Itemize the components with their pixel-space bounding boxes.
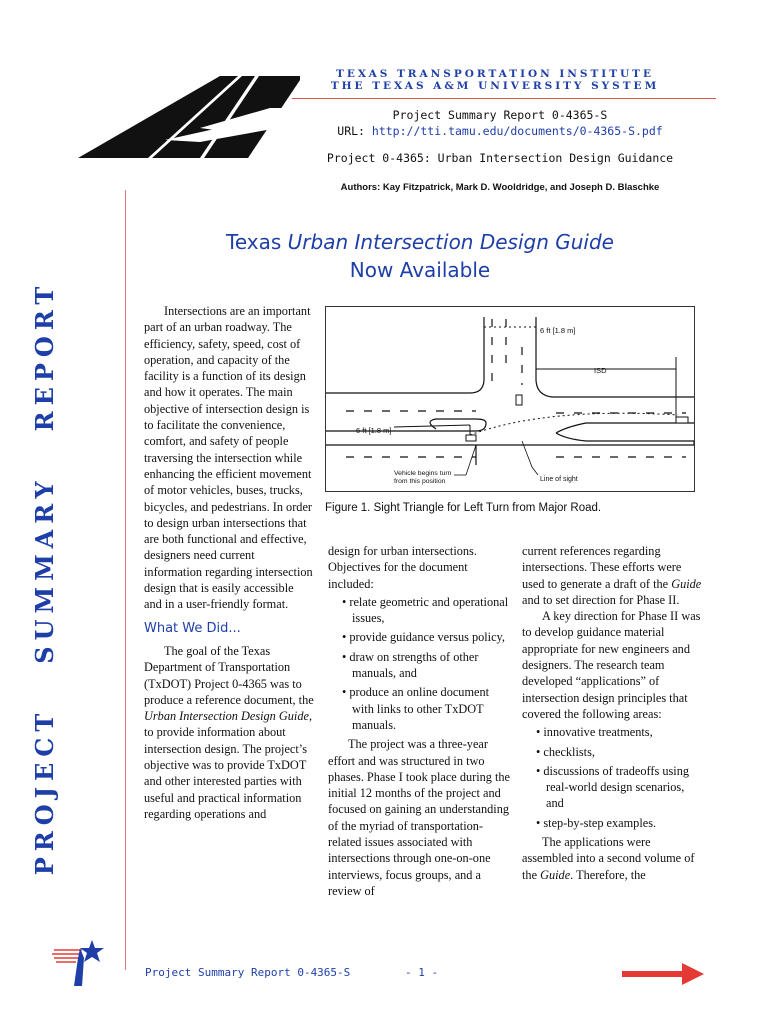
ref-text-a: current references regarding intersections. These efforts were used to generate a draft of the — [522, 544, 682, 591]
volume-paragraph — [522, 834, 704, 883]
sidebar-rule — [125, 190, 126, 970]
list-item: • relate geometric and operational issues, — [342, 594, 509, 626]
footer-report: Project Summary Report 0-4365-S — [145, 966, 351, 979]
label-line-of-sight: Line of sight — [540, 476, 578, 483]
vol-text-italic: Guide — [540, 867, 571, 882]
sight-triangle-diagram — [326, 307, 694, 491]
list-item: • provide guidance versus policy, — [342, 630, 505, 645]
sidebar-word: REPORT — [30, 280, 59, 432]
objectives-lead: design for urban intersections. Objectives for the document included: — [328, 544, 477, 591]
column-2 — [328, 543, 510, 899]
next-page-arrow-icon[interactable] — [622, 963, 704, 985]
label-vehicle-2: from this position — [394, 478, 446, 485]
applications-list — [522, 724, 704, 831]
header-divider — [292, 98, 716, 99]
column-1 — [144, 303, 314, 822]
goal-text-italic: Urban Intersection Design Guide, — [144, 709, 313, 724]
url-label: URL: — [337, 124, 372, 138]
sidebar-word: PROJECT — [30, 707, 59, 876]
report-url-link[interactable]: http://tti.tamu.edu/documents/0-4365-S.pdf — [371, 124, 663, 138]
project-title: Project 0-4365: Urban Intersection Design Guidance — [326, 151, 674, 165]
intro-paragraph: Intersections are an important part of an urban roadway. The efficiency, safety, speed, cost of operation, and capacity of the facility is a function of its design and how it operates. The main objective of intersection design is to facilitate the convenience, comfort, and safety of people traversing the intersection while enhancing the efficient movement of motor vehicles, buses, trucks, bicycles, and pedestrians. In order to design urban intersections that are both functional and effective, designers need current information regarding intersection design that is easily accessible and in a user-friendly format. — [144, 304, 313, 612]
page-title — [160, 228, 680, 284]
report-url — [300, 124, 700, 138]
sidebar-label — [30, 228, 66, 928]
page-number: - 1 - — [405, 966, 439, 979]
report-number: Project Summary Report 0-4365-S — [392, 108, 608, 122]
goal-text-a: The goal of the Texas Department of Transportation (TxDOT) Project 0-4365 was to produce a reference document, the — [144, 643, 314, 707]
list-item: • discussions of tradeoffs using real-world design scenarios, and — [536, 763, 689, 811]
label-vehicle-1: Vehicle begins turn — [394, 470, 452, 477]
section-heading: What We Did... — [144, 620, 241, 636]
list-item: • checklists, — [536, 744, 595, 759]
vol-text-b: . Therefore, the — [570, 867, 646, 882]
title-italic: Urban Intersection Design Guide — [287, 230, 614, 254]
list-item: • innovative treatments, — [536, 725, 653, 740]
title-line2: Now Available — [349, 258, 491, 282]
column-3 — [522, 543, 704, 883]
label-isd: ISD — [594, 366, 607, 375]
list-item: • produce an online document with links to other TxDOT manuals. — [342, 685, 490, 732]
title-plain: Texas — [226, 230, 288, 254]
goal-paragraph — [144, 643, 314, 822]
institute-name: TEXAS TRANSPORTATION INSTITUTE — [336, 68, 654, 80]
ref-text-b: and to set direction for Phase II. — [522, 592, 680, 607]
txdot-star-logo — [52, 938, 108, 988]
references-paragraph — [522, 543, 704, 608]
goal-text-b: to provide information about intersection design. The project’s objective was to provide TxDOT and other interested parties with useful and practical information regarding operations and — [144, 725, 308, 821]
objectives-list — [328, 594, 510, 733]
list-item: • step-by-step examples. — [536, 815, 657, 830]
figure-sight-triangle — [325, 306, 695, 492]
phase2-paragraph: A key direction for Phase II was to develop guidance material appropriate for new engineers and designers. The research team developed “applications” of intersection design principles that covered the following areas: — [522, 609, 701, 721]
figure-caption: Figure 1. Sight Triangle for Left Turn from Major Road. — [325, 502, 602, 514]
sidebar-word: SUMMARY — [30, 475, 59, 664]
phases-paragraph: The project was a three-year effort and was structured in two phases. Phase I took place during the initial 12 months of the project and focused on gaining an understanding of the myriad of transportation-related issues associated with intersections through one-on-one interviews, focus groups, and a review of — [328, 737, 511, 898]
university-system: THE TEXAS A&M UNIVERSITY SYSTEM — [330, 80, 660, 92]
vol-text-a: The applications were assembled into a second volume of the — [522, 835, 695, 882]
label-6ft-top: 6 ft [1.8 m] — [540, 326, 576, 335]
authors: Authors: Kay Fitzpatrick, Mark D. Wooldridge, and Joseph D. Blaschke — [340, 182, 660, 193]
tti-road-logo — [70, 68, 300, 163]
list-item: • draw on strengths of other manuals, and — [342, 649, 479, 681]
ref-text-italic: Guide — [671, 576, 702, 591]
label-6ft-left: 6 ft [1.8 m] — [356, 426, 392, 435]
